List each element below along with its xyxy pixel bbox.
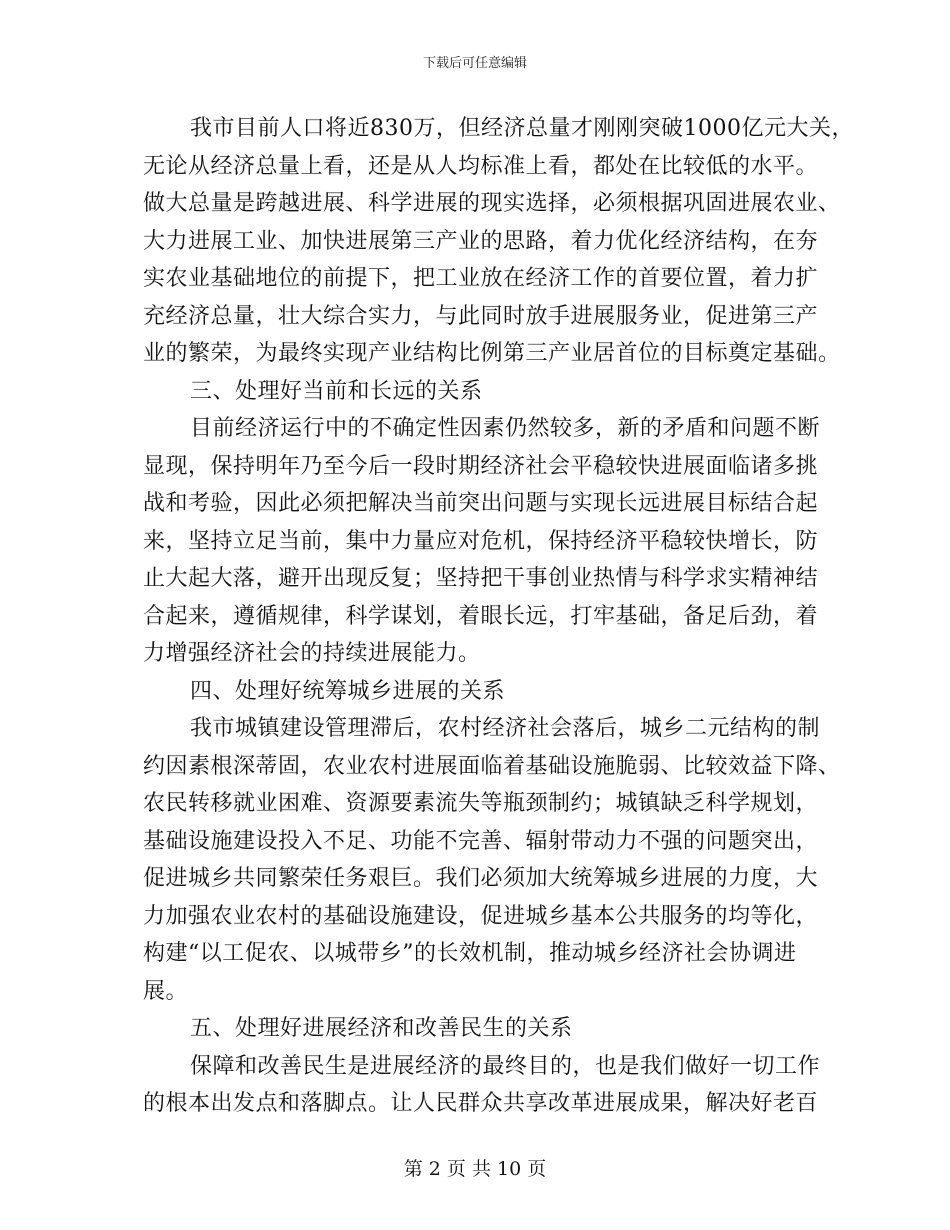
text-line: 我市目前人口将近830万，但经济总量才刚刚突破1000亿元大关， (190, 116, 854, 141)
text-line: 的根本出发点和落脚点。让人民群众共享改革进展成果，解决好老百 (143, 1091, 819, 1116)
text-line: 展。 (143, 978, 189, 1004)
text-line: 保障和改善民生是进展经济的最终目的，也是我们做好一切工作 (190, 1053, 821, 1079)
text-line: 业的繁荣，为最终实现产业结构比例第三产业居首位的目标奠定基础。 (143, 341, 841, 366)
text-line: 止大起大落，避开出现反复；坚持把干事创业热情与科学求实精神结 (143, 566, 819, 591)
page-header-note: 下载后可任意编辑 (422, 56, 527, 71)
text-line: 做大总量是跨越进展、科学进展的现实选择，必须根据巩固进展农业、 (143, 191, 841, 216)
text-line: 农民转移就业困难、资源要素流失等瓶颈制约；城镇缺乏科学规划， (143, 791, 819, 816)
text-line: 约因素根深蒂固，农业农村进展面临着基础设施脆弱、比较效益下降、 (143, 753, 841, 779)
document-body (143, 110, 854, 1123)
text-line: 来，坚持立足当前，集中力量应对危机，保持经济平稳较快增长，防 (143, 528, 819, 554)
text-line: 我市城镇建设管理滞后，农村经济社会落后，城乡二元结构的制 (190, 716, 821, 741)
page-number: 第 2 页 共 10 页 (403, 1158, 547, 1180)
text-line: 无论从经济总量上看，还是从人均标准上看，都处在比较低的水平。 (143, 153, 819, 179)
text-line: 实农业基础地位的前提下，把工业放在经济工作的首要位置，着力扩 (143, 266, 819, 291)
text-line: 基础设施建设投入不足、功能不完善、辐射带动力不强的问题突出， (143, 828, 819, 854)
section-heading: 四、处理好统筹城乡进展的关系 (190, 678, 506, 704)
text-line: 显现，保持明年乃至今后一段时期经济社会平稳较快进展面临诸多挑 (143, 453, 819, 479)
text-line: 目前经济运行中的不确定性因素仍然较多，新的矛盾和问题不断 (190, 416, 821, 441)
text-line: 大力进展工业、加快进展第三产业的思路，着力优化经济结构，在夯 (143, 228, 819, 254)
section-heading: 三、处理好当前和长远的关系 (190, 378, 483, 404)
text-line: 充经济总量，壮大综合实力，与此同时放手进展服务业，促进第三产 (143, 303, 819, 329)
text-line: 力加强农业农村的基础设施建设，促进城乡基本公共服务的均等化， (143, 903, 819, 929)
text-line: 战和考验，因此必须把解决当前突出问题与实现长远进展目标结合起 (143, 491, 819, 516)
text-line: 促进城乡共同繁荣任务艰巨。我们必须加大统筹城乡进展的力度，大 (143, 866, 819, 891)
text-line: 构建“以工促农、以城带乡”的长效机制，推动城乡经济社会协调进 (143, 941, 797, 966)
text-line: 合起来，遵循规律，科学谋划，着眼长远，打牢基础，备足后劲，着 (143, 603, 819, 629)
section-heading: 五、处理好进展经济和改善民生的关系 (190, 1016, 573, 1041)
text-line: 力增强经济社会的持续进展能力。 (143, 641, 481, 666)
